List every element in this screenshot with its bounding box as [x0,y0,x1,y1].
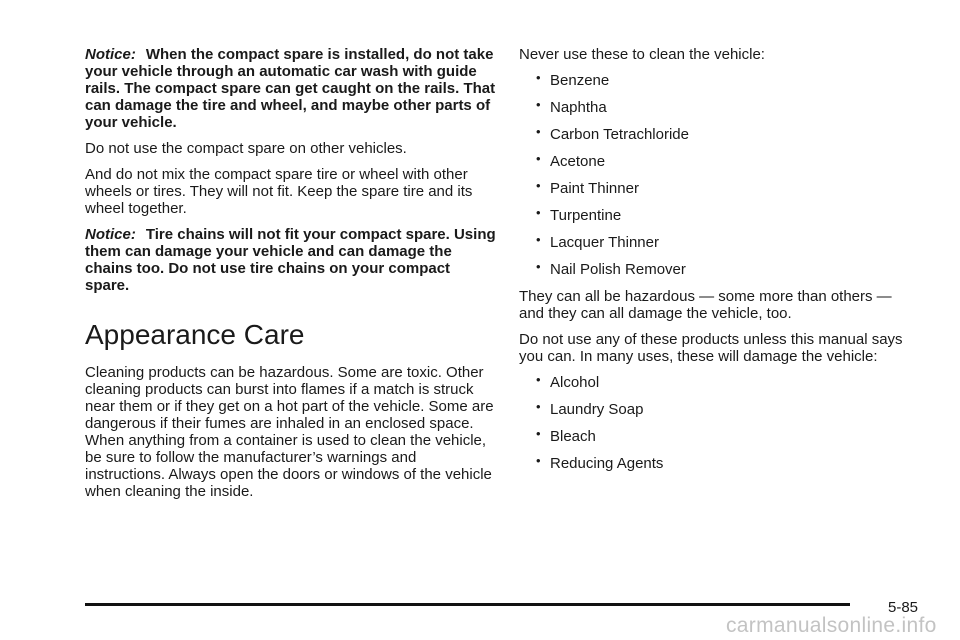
list-item: • Bleach [519,428,915,445]
list-never-use [519,72,915,278]
right-column [519,46,915,482]
paragraph-do-not-use: Do not use any of these products unless this manual says you can. In many uses, these will damage the vehicle: [519,331,903,365]
list-item: • Laundry Soap [519,401,915,418]
notice-label: Notice: [85,46,136,63]
section-heading: Appearance Care [85,319,305,350]
paragraph-hazardous: They can all be hazardous — some more than others —and they can all damage the vehicle, too. [519,288,892,322]
paragraph-never-use: Never use these to clean the vehicle: [519,46,765,63]
footer-rule [85,603,850,606]
list-item: • Reducing Agents [519,455,915,472]
list-item: • Lacquer Thinner [519,234,915,251]
list-item: • Paint Thinner [519,180,915,197]
list-item: • Acetone [519,153,915,170]
paragraph-cleaning-products: Cleaning products can be hazardous. Some are toxic. Other cleaning products can burst into flames if a match is struck near them or if they get on a hot part of the vehicle. Some are dangerous if their fumes are inhaled in an enclosed space. When anything from a container is used to clean the vehicle, be sure to follow the manufacturer’s warnings and instructions. Always open the doors or windows of the vehicle when cleaning the inside. [85,364,494,500]
left-column [85,46,497,509]
notice-text: When the compact spare is installed, do not take your vehicle through an automatic car wash with guide rails. The compact spare can get caught on the rails. That can damage the tire and wheel, and maybe other parts of your vehicle. [85,46,496,131]
paragraph-other-vehicles: Do not use the compact spare on other vehicles. [85,140,407,157]
notice-label: Notice: [85,226,136,243]
list-item: • Nail Polish Remover [519,261,915,278]
list-item: • Alcohol [519,374,915,391]
notice-text: Tire chains will not fit your compact spare. Using them can damage your vehicle and can damage the chains too. Do not use tire chains on your compact spare. [85,226,496,294]
paragraph-do-not-mix: And do not mix the compact spare tire or wheel with other wheels or tires. They will not fit. Keep the spare tire and its wheel together. [85,166,473,217]
list-item: • Carbon Tetrachloride [519,126,915,143]
list-damaging-products [519,374,915,472]
list-item: • Naphtha [519,99,915,116]
list-item: • Benzene [519,72,915,89]
notice-compact-spare-car-wash [85,46,497,131]
watermark: carmanualsonline.info [726,614,937,637]
list-item: • Turpentine [519,207,915,224]
notice-tire-chains [85,226,497,294]
page-number: 5-85 [888,599,919,616]
